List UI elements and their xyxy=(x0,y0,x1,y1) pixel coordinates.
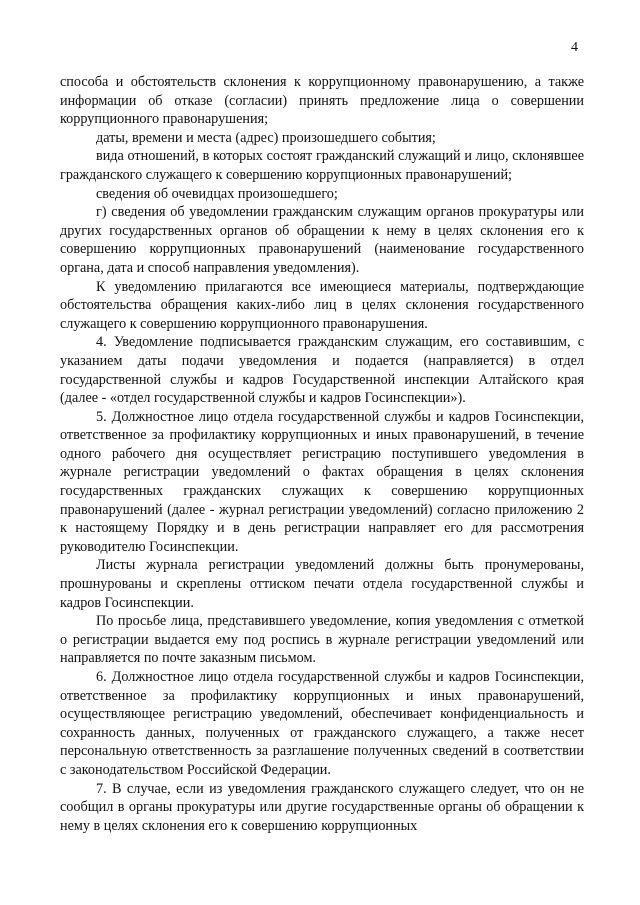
paragraph: сведения об очевидцах произошедшего; xyxy=(96,185,338,202)
paragraph: 4. Уведомление подписывается гражданским служащим, его составившим, с указанием даты подачи уведомления и подается (направляется) в отдел государственной службы и кадров Государственной инспекции Алтайского края (далее - «отдел государственной службы и кадров Госинспекции»). xyxy=(60,334,584,407)
document-body xyxy=(60,73,584,835)
paragraph: даты, времени и места (адрес) произошедшего события; xyxy=(96,129,436,146)
paragraph: Листы журнала регистрации уведомлений должны быть пронумерованы, прошнурованы и скреплены оттиском печати отдела государственной службы и кадров Госинспекции. xyxy=(60,557,584,611)
paragraph: 7. В случае, если из уведомления гражданского служащего следует, что он не сообщил в органы прокуратуры или другие государственные органы об обращении к нему в целях склонения его к совершению коррупционных xyxy=(60,780,584,834)
paragraph: способа и обстоятельств склонения к коррупционному правонарушению, а также информации об отказе (согласии) принять предложение лица о совершении коррупционного правонарушения; xyxy=(60,74,584,128)
paragraph: 5. Должностное лицо отдела государственной службы и кадров Госинспекции, ответственное за профилактику коррупционных и иных правонарушений, в течение одного рабочего дня осуществляет регистрацию поступившего уведомления в журнале регистрации уведомлений о фактах обращения в целях склонения государственных гражданских служащих к совершению коррупционных правонарушений (далее - журнал регистрации уведомлений) согласно приложению 2 к настоящему Порядку и в день регистрации направляет его для рассмотрения руководителю Госинспекции. xyxy=(60,408,584,555)
paragraph: По просьбе лица, представившего уведомление, копия уведомления с отметкой о регистрации выдается ему под роспись в журнале регистрации уведомлений или направляется по почте заказным письмом. xyxy=(60,613,584,667)
paragraph: 6. Должностное лицо отдела государственной службы и кадров Госинспекции, ответственное за профилактику коррупционных и иных правонарушений, осуществляющее регистрацию уведомлений, обеспечивает конфиденциальность и сохранность данных, полученных от гражданского служащего, а также несет персональную ответственность за разглашение полученных сведений в соответствии с законодательством Российской Федерации. xyxy=(60,669,584,778)
page-number: 4 xyxy=(571,40,578,55)
paragraph: К уведомлению прилагаются все имеющиеся материалы, подтверждающие обстоятельства обращения каких-либо лиц в целях склонения государственного служащего к совершению коррупционного правонарушения. xyxy=(60,278,584,332)
paragraph: г) сведения об уведомлении гражданским служащим органов прокуратуры или других государственных органов об обращении к нему в целях склонения его к совершению коррупционных правонарушений (наименование государственного органа, дата и способ направления уведомления). xyxy=(60,204,584,276)
paragraph: вида отношений, в которых состоят гражданский служащий и лицо, склонявшее гражданского служащего к совершению коррупционных правонарушений; xyxy=(60,148,584,183)
